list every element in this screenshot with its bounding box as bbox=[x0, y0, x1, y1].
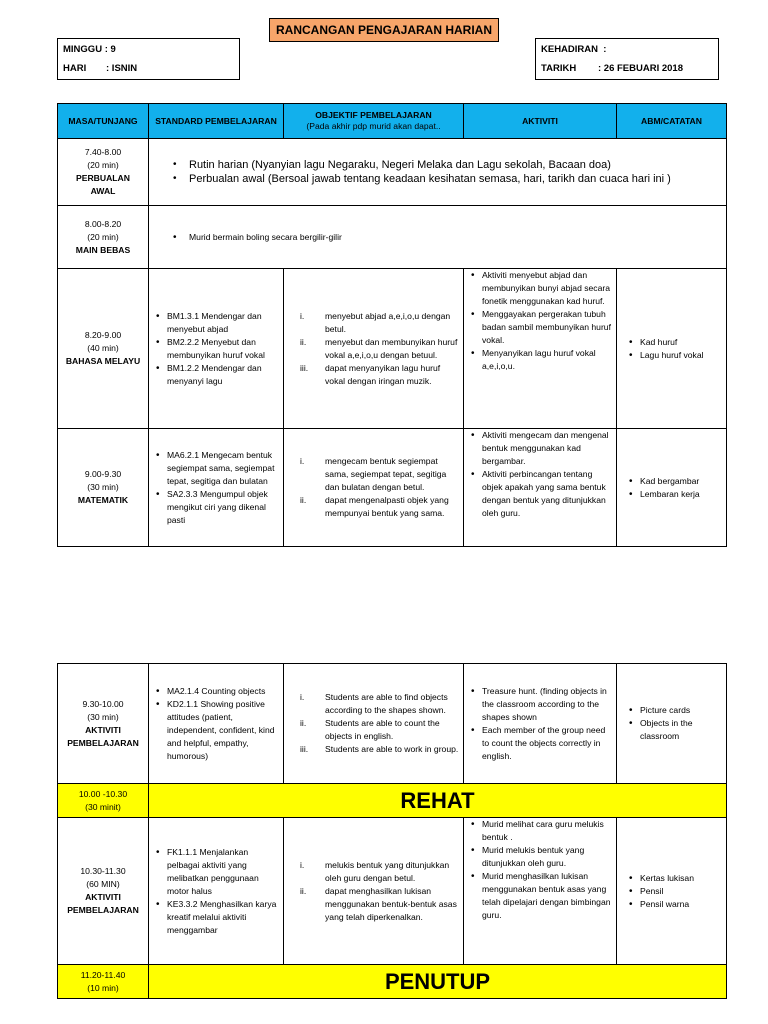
time-text: 10.30-11.30 bbox=[80, 866, 126, 876]
duration-text: (40 min) bbox=[87, 343, 119, 353]
item-text: menyebut dan membunyikan huruf vokal a,e,i,o,u dengan betuul. bbox=[325, 336, 458, 360]
list-item: • Each member of the group need to count the objects correctly in english. bbox=[467, 724, 613, 763]
list-item: • Kad bergambar bbox=[625, 475, 723, 488]
aktiviti-cell bbox=[464, 818, 617, 965]
standard-cell bbox=[149, 818, 284, 965]
subject-text: BAHASA MELAYU bbox=[65, 356, 141, 366]
list-item: • Menyanyikan lagu huruf vokal a,e,i,o,u. bbox=[467, 347, 613, 373]
aktiviti-cell bbox=[464, 664, 617, 784]
list-item: • Lagu huruf vokal bbox=[625, 349, 723, 362]
list-item: • Murid menghasilkan lukisan menggunakan bentuk asas yang telah dipelajari dengan bimbingan guru. bbox=[467, 870, 613, 922]
list-item: • Murid melihat cara guru melukis bentuk . bbox=[467, 818, 613, 844]
list-item: • Kad huruf bbox=[625, 336, 723, 349]
duration-text: (10 min) bbox=[87, 982, 119, 993]
list-item: • Aktiviti menyebut abjad dan membunyikan bunyi abjad secara fonetik menggunakan kad huruf. bbox=[467, 269, 613, 308]
item-text: Students are able to find objects according to the shapes shown. bbox=[325, 692, 448, 715]
list-item: • Lembaran kerja bbox=[625, 488, 723, 501]
list-item bbox=[287, 362, 460, 388]
standard-cell bbox=[149, 269, 284, 429]
table-row bbox=[58, 429, 727, 547]
page-title: RANCANGAN PENGAJARAN HARIAN bbox=[269, 18, 499, 42]
table-row-penutup bbox=[58, 965, 727, 999]
item-text: menyebut abjad a,e,i,o,u dengan betul. bbox=[325, 310, 451, 334]
header-objektif bbox=[284, 104, 464, 139]
abm-cell bbox=[617, 429, 727, 547]
lesson-plan-table-2 bbox=[57, 663, 727, 999]
hari-value: : ISNIN bbox=[106, 63, 138, 74]
item-number: i. bbox=[300, 310, 305, 321]
info-box-right bbox=[535, 38, 719, 80]
table-row bbox=[58, 139, 727, 206]
objektif-cell bbox=[284, 664, 464, 784]
standard-cell bbox=[149, 664, 284, 784]
time-text: 9.30-10.00 bbox=[82, 698, 124, 709]
info-box-left bbox=[57, 38, 240, 80]
header-objektif-sub: (Pada akhir pdp murid akan dapat.. bbox=[306, 121, 441, 131]
hari-label: HARI bbox=[63, 63, 87, 74]
objektif-cell bbox=[284, 818, 464, 965]
subject-text: AKTIVITI bbox=[85, 892, 121, 902]
table-row bbox=[58, 664, 727, 784]
item-text: dapat menghasilkan lukisan menggunakan bentuk-bentuk asas yang telah diperkenalkan. bbox=[325, 885, 457, 922]
time-text: 10.00 -10.30 bbox=[78, 788, 128, 799]
item-number: i. bbox=[300, 859, 305, 870]
list-item: • Murid melukis bentuk yang ditunjukkan oleh guru. bbox=[467, 844, 613, 870]
item-text: Students are able to work in group. bbox=[325, 744, 459, 754]
list-item: • Objects in the classroom bbox=[625, 717, 723, 743]
header-abm: ABM/CATATAN bbox=[617, 104, 727, 139]
aktiviti-cell bbox=[464, 269, 617, 429]
item-number: ii. bbox=[300, 885, 307, 896]
list-item: • BM1.2.2 Mendengar dan menyanyi lagu bbox=[152, 362, 280, 388]
item-text: melukis bentuk yang ditunjukkan oleh guru dengan betul. bbox=[325, 859, 450, 883]
table-row bbox=[58, 206, 727, 269]
list-item: • FK1.1.1 Menjalankan pelbagai aktiviti yang melibatkan penggunaan motor halus bbox=[152, 846, 280, 898]
duration-text: (30 min) bbox=[87, 482, 119, 492]
kehadiran-label: KEHADIRAN : bbox=[541, 44, 607, 55]
time-text: 9.00-9.30 bbox=[84, 469, 122, 479]
abm-cell bbox=[617, 269, 727, 429]
duration-text: (30 minit) bbox=[85, 801, 121, 812]
full-width-cell bbox=[149, 206, 727, 269]
list-item: • MA6.2.1 Mengecam bentuk segiempat sama, segiempat tepat, segitiga dan bulatan bbox=[152, 449, 280, 488]
list-item: • SA2.3.3 Mengumpul objek mengikut ciri yang dikenal pasti bbox=[152, 488, 280, 527]
table-row bbox=[58, 818, 727, 965]
duration-text: (60 MIN) bbox=[86, 879, 120, 889]
list-item: • Kertas lukisan bbox=[625, 872, 723, 885]
header-aktiviti: AKTIVITI bbox=[464, 104, 617, 139]
penutup-banner: PENUTUP bbox=[149, 965, 727, 999]
item-number: i. bbox=[300, 456, 305, 466]
masa-cell bbox=[58, 664, 149, 784]
item-text: mengecam bentuk segiempat sama, segiempat tepat, segitiga dan bulatan dengan betul. bbox=[325, 456, 447, 492]
abm-cell bbox=[617, 664, 727, 784]
item-number: iii. bbox=[300, 362, 309, 373]
list-item: • MA2.1.4 Counting objects bbox=[152, 685, 280, 698]
lesson-plan-table-1 bbox=[57, 103, 727, 547]
table-row bbox=[58, 269, 727, 429]
aktiviti-cell bbox=[464, 429, 617, 547]
masa-cell bbox=[58, 206, 149, 269]
item-number: ii. bbox=[300, 718, 307, 728]
masa-cell bbox=[58, 965, 149, 999]
tarikh-label: TARIKH bbox=[541, 63, 577, 74]
item-number: iii. bbox=[300, 744, 309, 754]
list-item: • Menggayakan pergerakan tubuh badan sambil membunyikan huruf vokal. bbox=[467, 308, 613, 347]
list-item bbox=[287, 494, 460, 520]
full-width-cell bbox=[149, 139, 727, 206]
objektif-cell bbox=[284, 429, 464, 547]
list-item bbox=[287, 885, 460, 924]
list-item: • Pensil warna bbox=[625, 898, 723, 911]
time-text: 8.00-8.20 bbox=[84, 218, 122, 229]
item-number: ii. bbox=[300, 336, 307, 347]
list-item: • Perbualan awal (Bersoal jawab tentang keadaan kesihatan semasa, hari, tarikh dan cuaca hari ini ) bbox=[149, 172, 726, 186]
masa-cell bbox=[58, 784, 149, 818]
list-item bbox=[287, 691, 460, 717]
duration-text: (20 min) bbox=[87, 160, 119, 170]
masa-cell bbox=[58, 429, 149, 547]
subject-text: PERBUALAN bbox=[76, 173, 130, 183]
list-item: • Rutin harian (Nyanyian lagu Negaraku, Negeri Melaka dan Lagu sekolah, Bacaan doa) bbox=[149, 158, 726, 172]
subject-text: MAIN BEBAS bbox=[75, 244, 131, 255]
list-item bbox=[287, 859, 460, 885]
subject-text: PEMBELAJARAN bbox=[67, 737, 139, 748]
item-text: Students are able to count the objects in english. bbox=[325, 718, 440, 741]
list-item: • BM2.2.2 Menyebut dan membunyikan huruf vokal bbox=[152, 336, 280, 362]
list-item bbox=[287, 717, 460, 743]
list-item bbox=[287, 455, 460, 494]
subject-text: MATEMATIK bbox=[77, 495, 129, 505]
table-header-row bbox=[58, 104, 727, 139]
masa-cell bbox=[58, 818, 149, 965]
list-item: • KE3.3.2 Menghasilkan karya kreatif melalui aktiviti menggambar bbox=[152, 898, 280, 937]
table-row-rehat bbox=[58, 784, 727, 818]
minggu-label: MINGGU : 9 bbox=[63, 44, 116, 55]
standard-cell bbox=[149, 429, 284, 547]
duration-text: (30 min) bbox=[87, 711, 119, 722]
list-item bbox=[287, 310, 460, 336]
subject-text: PEMBELAJARAN bbox=[67, 905, 139, 915]
rehat-banner: REHAT bbox=[149, 784, 727, 818]
item-number: i. bbox=[300, 692, 305, 702]
time-text: 8.20-9.00 bbox=[84, 330, 122, 340]
item-text: dapat mengenalpasti objek yang mempunyai bentuk yang sama. bbox=[325, 495, 449, 518]
abm-cell bbox=[617, 818, 727, 965]
subject-text: AKTIVITI bbox=[85, 724, 121, 735]
list-item: • Aktiviti perbincangan tentang objek apakah yang sama bentuk dengan bentuk yang ditunjukkan oleh guru. bbox=[467, 468, 613, 520]
subject-text: AWAL bbox=[90, 186, 116, 196]
list-item: • BM1.3.1 Mendengar dan menyebut abjad bbox=[152, 310, 280, 336]
masa-cell bbox=[58, 139, 149, 206]
header-objektif-title: OBJEKTIF PEMBELAJARAN bbox=[315, 110, 432, 120]
time-text: 7.40-8.00 bbox=[84, 147, 122, 157]
item-text: dapat menyanyikan lagu huruf vokal dengan iringan muzik. bbox=[325, 362, 441, 386]
header-standard: STANDARD PEMBELAJARAN bbox=[149, 104, 284, 139]
time-text: 11.20-11.40 bbox=[80, 969, 126, 980]
list-item bbox=[287, 743, 460, 756]
duration-text: (20 min) bbox=[87, 231, 119, 242]
list-item: • Pensil bbox=[625, 885, 723, 898]
header-masa: MASA/TUNJANG bbox=[58, 104, 149, 139]
masa-cell bbox=[58, 269, 149, 429]
list-item: • KD2.1.1 Showing positive attitudes (patient, independent, confident, kind and helpful, empathy, humorous) bbox=[152, 698, 280, 763]
tarikh-value: : 26 FEBUARI 2018 bbox=[598, 63, 684, 74]
list-item: • Treasure hunt. (finding objects in the classroom according to the shapes shown bbox=[467, 685, 613, 724]
list-item: • Picture cards bbox=[625, 704, 723, 717]
list-item bbox=[287, 336, 460, 362]
objektif-cell bbox=[284, 269, 464, 429]
item-number: ii. bbox=[300, 495, 307, 505]
list-item: • Murid bermain boling secara bergilir-gilir bbox=[149, 231, 726, 244]
list-item: • Aktiviti mengecam dan mengenal bentuk menggunakan kad bergambar. bbox=[467, 429, 613, 468]
